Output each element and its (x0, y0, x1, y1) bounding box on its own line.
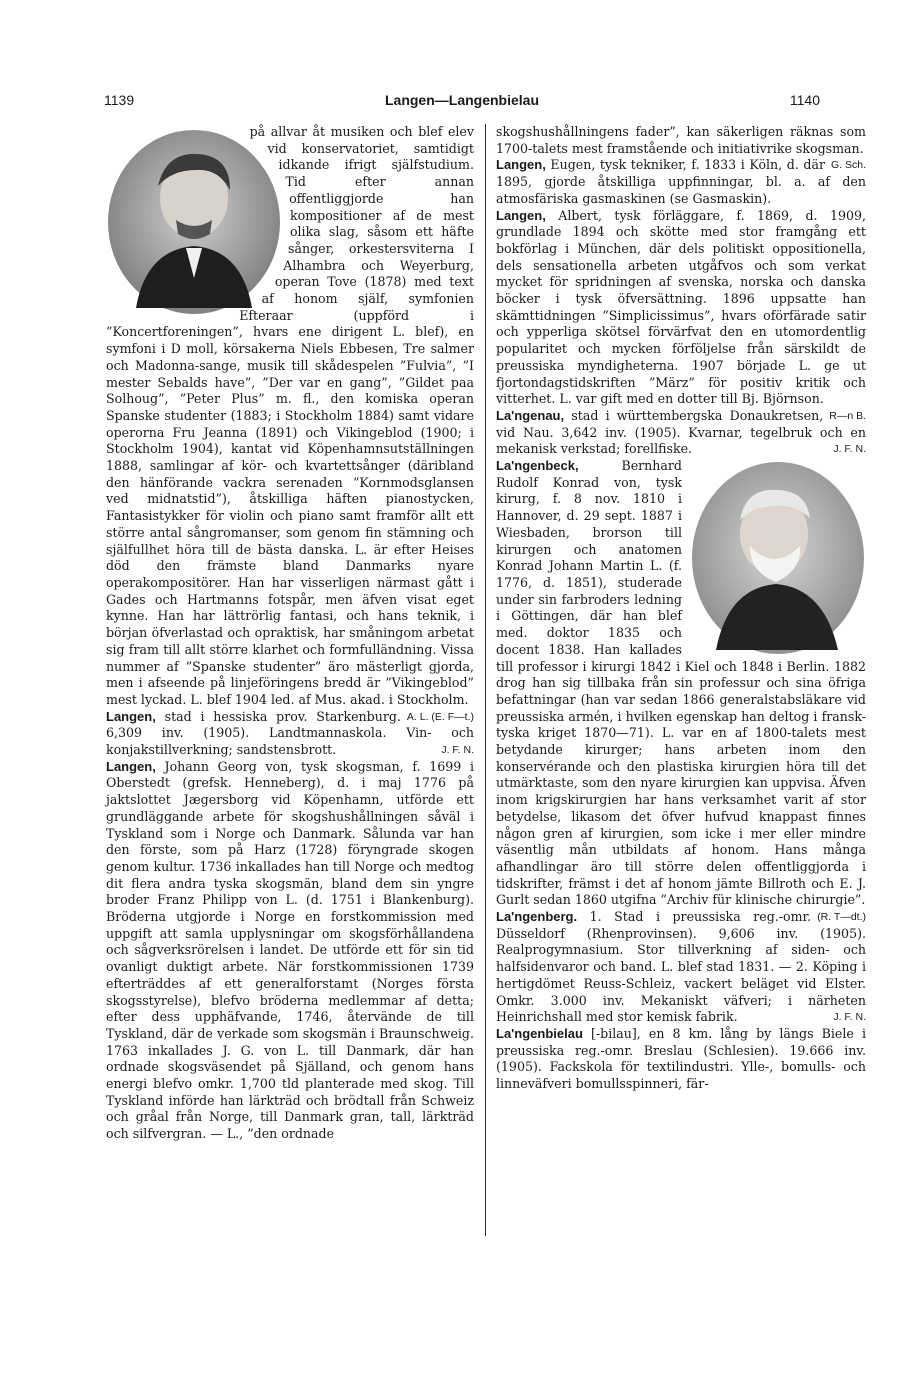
entry-text: Eugen, tysk tekniker, f. 1833 i Köln, d. där 1895, gjorde åtskilliga uppfinningar, bl. a. af den atmosfäriska gasmaskinen (se Gasmaskin). (496, 157, 866, 206)
headword: La'ngenbielau (496, 1025, 583, 1041)
headword: Langen, (496, 207, 546, 223)
headword: Langen, (106, 758, 156, 774)
entry-langenberg (496, 909, 866, 1026)
signature: (R. T—dt.) (817, 911, 866, 924)
headword: Langen, (496, 157, 546, 173)
running-title: Langen—Langenbielau (384, 92, 539, 108)
signature: A. L. (E. F—t.) (406, 710, 474, 723)
column-rule (485, 124, 486, 1236)
entry-langen-eugen (496, 157, 866, 207)
page-number-right: 1140 (789, 92, 820, 108)
left-column (106, 124, 474, 1143)
signature: J. F. N. (833, 443, 866, 456)
entry-langenau (496, 408, 866, 458)
entry-text: 1. Stad i preussiska reg.-omr. Düsseldorf (Rhenprovinsen). 9,606 inv. (1905). Realprogymnasium. Stor tillverkning af siden- och halfsidenvaror och band. L. blef stad 1831. — 2. Köping i hertigdömet Reuss-Schleiz, vackert beläget vid Elster. Omkr. 3.000 inv. Mekaniskt väfveri; i närheten Heinrichshall med stor kemisk fabrik. (496, 909, 866, 1025)
signature: R—n B. (829, 409, 866, 422)
entry-text: Johann Georg von, tysk skogsman, f. 1699 i Oberstedt (grefsk. Henneberg), d. i maj 1776 på jaktslottet Jægersborg vid Köpenhamn, utförde ett grundläggande arbete för skogshushållningen såväl i Tyskland som i Norge och Danmark. Sålunda var han den förste, som på Harz (1728) föryngrade skogen genom kultur. 1736 inkallades han till Norge och medtog dit flera andra tyska skogsmän, bland dem sin yngre broder Franz Philipp von L. (d. 1751 i Blankenburg). Bröderna utgjorde i Norge en forstkommission med uppgift att samla upplysningar om skogsförhållandena och sågverksrörelsen i landet. De utförde ett för sin tid ovanligt duktigt arbete. När forstkommissionen 1739 efterträddes af ett generalforstamt (Norges första skogsstyrelse), blefvo bröderna medlemmar af detta; efter dess upphäfvande, 1746, återvände de till Tyskland, där de verkade som skogsmän i Braunschweig. 1763 inkallades J. G. von L. till Danmark, där han ordnade skogsväsendet på Själland, och genom hans energi blefvo omkr. 1,700 tld planterade med skog. Till Tyskland införde han lärkträd och brödtall från Schweiz och gråal från Norge, till Danmark gran, tall, lärkträd och silfvergran. — L., ”den ordnade (106, 758, 474, 1142)
headword: Langen, (106, 708, 156, 724)
portrait-photo (106, 128, 282, 316)
portrait-photo (690, 460, 866, 656)
entry-text: skogshushållningens fader”, kan säkerligen räknas som 1700-talets mest framstående och initiativrike skogsman. (496, 124, 866, 156)
page-header (104, 92, 820, 114)
entry-text: stad i hessiska prov. Starkenburg. 6,309 inv. (1905). Landtmannaskola. Vin- och konjakstillverkning; sandstensbrott. (106, 708, 474, 758)
entry-text: Bernhard Rudolf Konrad von, tysk kirurg, f. 8 nov. 1810 i Hannover, d. 29 sept. 1887 i Wiesbaden, brorson till kirurgen och anatomen Konrad Johann Martin L. (f. 1776, d. 1851), studerade under sin farbroders ledning i Göttingen, där han blef med. doktor 1835 och docent 1838. Han kallades till professor i kirurgi 1842 i Kiel och 1848 i Berlin. 1882 drog han sig tillbaka från sin professur och sina öfriga befattningar (han var sedan 1866 generalstabsläkare vid preussiska armén, i hvilken egenskap han deltog i fransk-tyska kriget 1870—71). L. var en af 1800-talets mest betydande kirurger; hans arbeten inom den konservérande och den plastiska kirurgien höra till det utmärktaste, som den nyare kirurgien kan uppvisa. Äfven inom krigskirurgien har hans verksamhet varit af stor betydelse, likasom det öfver hufvud knappast finnes någon gren af kirurgien, som icke i mer eller mindre väsentlig mån utbildats af honom. Hans många afhandlingar äro till större delen offentliggjorda i tidskrifter, främst i det af honom jämte Billroth och E. J. Gurlt sedan 1860 utgifna ”Archiv für klinische chirurgie”. (496, 458, 866, 908)
entry-text: [-bilau], en 8 km. lång by längs Biele i preussiska reg.-omr. Breslau (Schlesien). 19.666 inv. (1905). Fackskola för textilindustri. Ylle-, bomulls- och linneväfveri bomullsspinneri, fär- (496, 1025, 866, 1092)
headword: La'ngenberg. (496, 909, 578, 925)
right-column (496, 124, 866, 1093)
signature: J. F. N. (441, 744, 474, 757)
entry-text: stad i württembergska Donaukretsen, vid Nau. 3,642 inv. (1905). Kvarnar, tegelbruk och en mekanisk verkstad; forellfiske. (496, 407, 866, 457)
signature: J. F. N. (833, 1011, 866, 1024)
signature: G. Sch. (830, 159, 866, 172)
entry-text: på allvar åt musiken och blef elev vid konservatoriet, samtidigt idkande ifrigt själfstudium. Tid efter annan offentliggjorde han kompositioner af de mest olika slag, såsom ett häfte sånger, orkestersviterna I Alhambra och Weyerburg, operan Tove (1878) med text af honom själf, symfonien Efteraar (uppförd i ”Koncertforeningen”, hvars ene dirigent L. blef), en symfoni i D moll, körsakerna Niels Ebbesen, Tre salmer och Madonna-sange, musik till skådespelen ”Fulvia”, ”I mester Sebalds have”, ”Der var en gang”, ”Gildet paa Solhoug”, ”Peter Plus” m. fl., den komiska operan Spanske studenter (1883; i Stockholm 1884) samt vidare operorna Fru Jeanna (1891) och Vikingeblod (1900; i Stockholm 1904), kantat vid Köpenhamnsutställningen 1888, samlingar af kör- och kvartettsånger (däribland den hänförande vackra serenaden ”Kornmodsglansen ved midnatstid”), åtskilliga häften pianostycken, Fantasistykker för violin och piano samt framför allt ett större antal sångromanser, som genom fin stämning och själfullhet höra till de bästa danska. L. är efter Heises död den främste bland Danmarks nyare operakompositörer. Han har visserligen närmast gått i Gades och Hartmanns fotspår, men äfven visat eget kynne. Han har lättrörlig fantasi, och hans teknik, i början öfverlastad och opraktisk, har småningom arbetat sig fram till allt större klarhet och formfulländning. Vissa nummer af ”Spanske studenter” äro mästerligt gjorda, men i afseende på linjeföringens bredd är ”Vikingeblod” mest lyckad. L. blef 1904 led. af Mus. akad. i Stockholm. (106, 124, 474, 707)
headword: La'ngenbeck, (496, 458, 579, 474)
entry-langen-forester (106, 759, 474, 1143)
page-number-left: 1139 (104, 92, 135, 108)
headword: La'ngenau, (496, 407, 565, 423)
entry-text: Albert, tysk förläggare, f. 1869, d. 1909, grundlade 1894 och skötte med stor framgång ett bokförlag i München, där dels politiskt oppositionella, dels sensationella arbeten utgåfvos och som verkat mycket för spridningen af svenska, norska och danska böcker i tysk öfversättning. 1896 uppsatte han skämttidningen ”Simplicissimus”, hvars oförfärade satir och ypperliga skötsel förvärfvat den en utomordentlig popularitet och mycken förföljelse från särskildt de preussiska myndigheterna. 1907 började L. ge ut fjortondagstidskriften ”März” för positiv kritik och vitterhet. L. var gift med en dotter till Bj. Björnson. (496, 207, 866, 407)
entry-langenbielau (496, 1026, 866, 1093)
